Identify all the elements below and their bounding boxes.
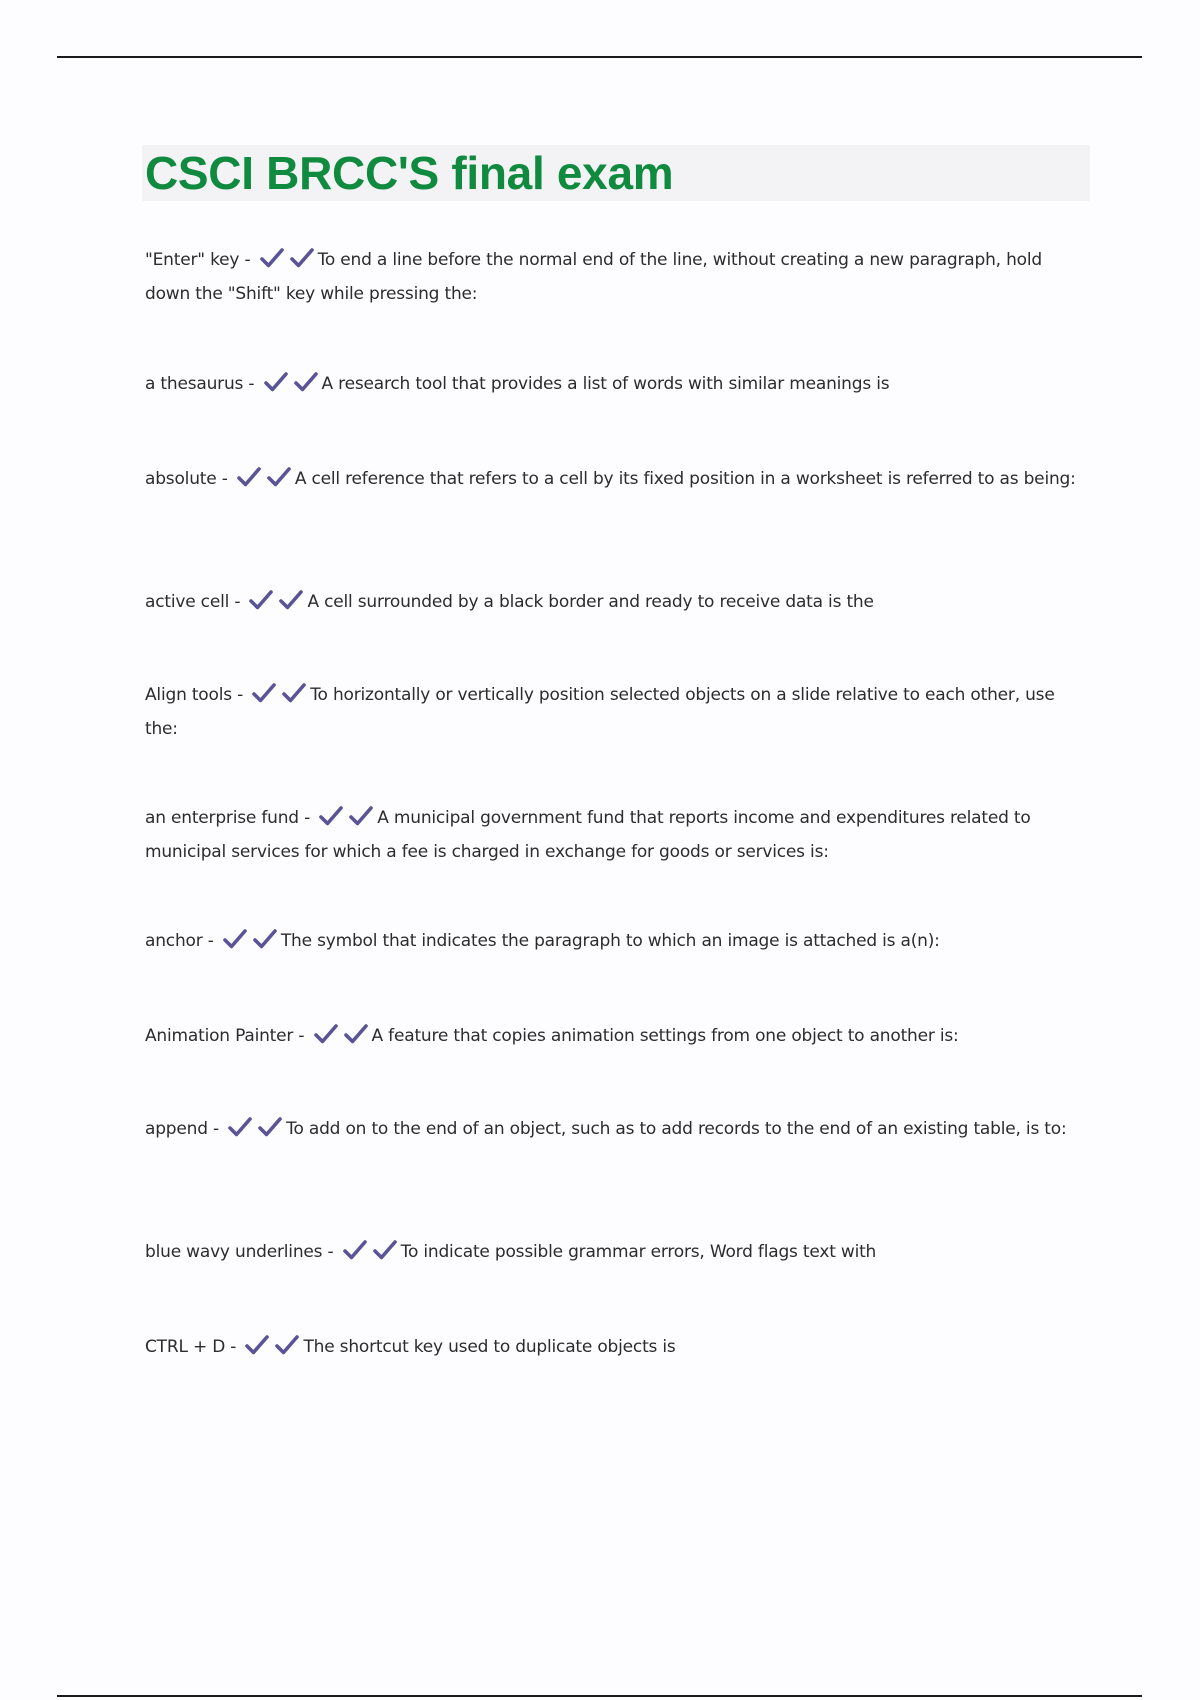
entry-term: anchor	[145, 931, 203, 951]
entry-separator: -	[202, 931, 219, 951]
qa-entry	[145, 245, 1090, 309]
top-rule	[57, 56, 1142, 58]
qa-entry	[145, 926, 1090, 960]
checkmark-icon	[290, 247, 314, 269]
qa-entry	[145, 680, 1090, 744]
checkmark-icon	[252, 682, 276, 704]
qa-entry	[145, 1332, 1090, 1366]
entry-definition: To end a line before the normal end of the line, without creating a new paragraph, hold down the "Shift" key while pressing the:	[145, 250, 1042, 304]
entry-separator: -	[225, 1337, 242, 1357]
double-check-icons	[319, 805, 373, 837]
double-check-icons	[228, 1116, 282, 1148]
qa-entry	[145, 1237, 1090, 1271]
entry-definition: To horizontally or vertically position selected objects on a slide relative to each other, use the:	[145, 685, 1055, 739]
double-check-icons	[343, 1239, 397, 1271]
entry-definition: A cell surrounded by a black border and ready to receive data is the	[307, 592, 874, 612]
entry-separator: -	[216, 469, 233, 489]
entry-definition: To add on to the end of an object, such as to add records to the end of an existing table, is to:	[286, 1119, 1067, 1139]
checkmark-icon	[373, 1239, 397, 1261]
entry-separator: -	[229, 592, 246, 612]
double-check-icons	[237, 466, 291, 498]
entry-term: "Enter" key	[145, 250, 240, 270]
checkmark-icon	[267, 466, 291, 488]
entry-separator: -	[231, 685, 249, 705]
checkmark-icon	[245, 1334, 269, 1356]
entry-definition: To indicate possible grammar errors, Word flags text with	[400, 1242, 877, 1262]
entry-definition: A cell reference that refers to a cell by its fixed position in a worksheet is referred to as being:	[294, 469, 1076, 489]
entry-term: Animation Painter	[145, 1026, 294, 1046]
checkmark-icon	[275, 1334, 299, 1356]
checkmark-icon	[294, 371, 318, 393]
entry-separator: -	[239, 250, 256, 270]
entry-separator: -	[243, 374, 260, 394]
entry-separator: -	[322, 1242, 339, 1262]
entry-term: a thesaurus	[145, 374, 244, 394]
checkmark-icon	[343, 1239, 367, 1261]
checkmark-icon	[223, 928, 247, 950]
double-check-icons	[245, 1334, 299, 1366]
entry-definition: A feature that copies animation settings from one object to another is:	[371, 1026, 959, 1046]
checkmark-icon	[228, 1116, 252, 1138]
qa-entry	[145, 587, 1090, 621]
double-check-icons	[314, 1023, 368, 1055]
entry-term: Align tools	[145, 685, 232, 705]
entry-term: append	[145, 1119, 208, 1139]
entry-term: CTRL + D	[145, 1337, 226, 1357]
entry-definition: A municipal government fund that reports income and expenditures related to municipal services for which a fee is charged in exchange for goods or services is:	[145, 808, 1031, 862]
double-check-icons	[252, 682, 306, 714]
double-check-icons	[264, 371, 318, 403]
checkmark-icon	[319, 805, 343, 827]
entry-separator: -	[293, 1026, 310, 1046]
checkmark-icon	[282, 682, 306, 704]
qa-entry	[145, 1114, 1090, 1148]
entry-separator: -	[298, 808, 316, 828]
qa-entry	[145, 369, 1090, 403]
qa-entry	[145, 803, 1090, 867]
checkmark-icon	[349, 805, 373, 827]
page-title: CSCI BRCC'S final exam	[145, 147, 674, 199]
title-band	[142, 145, 1090, 201]
double-check-icons	[249, 589, 303, 621]
bottom-rule	[57, 1695, 1142, 1697]
checkmark-icon	[264, 371, 288, 393]
checkmark-icon	[258, 1116, 282, 1138]
entry-definition: The shortcut key used to duplicate objects is	[303, 1337, 676, 1357]
checkmark-icon	[253, 928, 277, 950]
checkmark-icon	[249, 589, 273, 611]
checkmark-icon	[260, 247, 284, 269]
qa-entry	[145, 1021, 1090, 1055]
entry-term: blue wavy underlines	[145, 1242, 323, 1262]
checkmark-icon	[344, 1023, 368, 1045]
qa-entry	[145, 464, 1090, 498]
entry-separator: -	[207, 1119, 225, 1139]
double-check-icons	[260, 247, 314, 279]
entry-term: active cell	[145, 592, 230, 612]
entry-definition: A research tool that provides a list of words with similar meanings is	[321, 374, 890, 394]
double-check-icons	[223, 928, 277, 960]
entry-term: absolute	[145, 469, 217, 489]
entry-term: an enterprise fund	[145, 808, 299, 828]
checkmark-icon	[279, 589, 303, 611]
entry-definition: The symbol that indicates the paragraph to which an image is attached is a(n):	[280, 931, 940, 951]
checkmark-icon	[314, 1023, 338, 1045]
checkmark-icon	[237, 466, 261, 488]
